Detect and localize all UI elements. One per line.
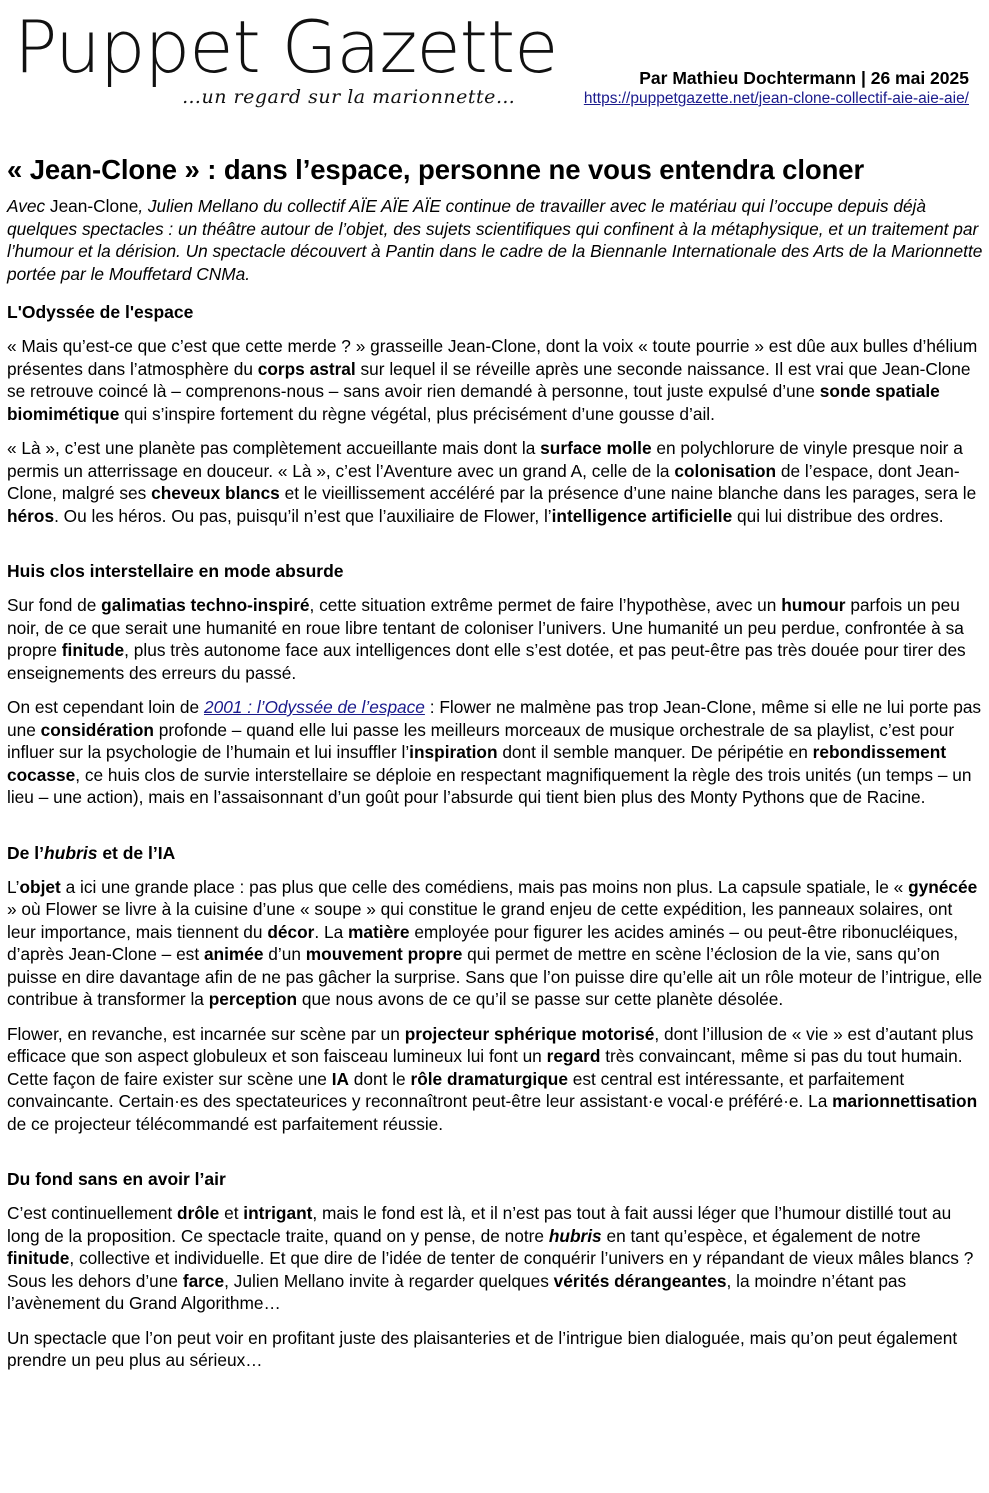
emphasis-text: IA <box>331 1068 349 1089</box>
emphasis-text: projecteur sphérique motorisé <box>404 1023 655 1044</box>
article-sections <box>7 301 983 1372</box>
article-title: « Jean-Clone » : dans l’espace, personne ne vous entendra cloner <box>7 154 865 185</box>
section-heading: Huis clos interstellaire en mode absurde <box>7 561 344 581</box>
section-heading: L'Odyssée de l'espace <box>7 302 194 322</box>
emphasis-text: finitude <box>7 1248 70 1268</box>
body-paragraph: « Là », c’est une planète pas complètement accueillante mais dont la surface molle en polychlorure de vinyle presque noir a permis un atterrissage en douceur. « Là », c’est l’Aventure avec un grand A, celle de la colonisation de l’espace, dont Jean-Clone, malgré ses cheveux blancs et le vieillissement accéléré par la présence d’une naine blanche dans les parages, sera le héros. Ou les héros. Ou pas, puisqu’il n’est que l’auxiliaire de Flower, l’intelligence artificielle qui lui distribue des ordres. <box>7 438 977 526</box>
body-paragraph: Un spectacle que l’on peut voir en profitant juste des plaisanteries et de l’intrigue bien dialoguée, mais qu’on peut également prendre un peu plus au sérieux… <box>7 1327 958 1370</box>
body-paragraph: On est cependant loin de 2001 : l’Odyssée de l’espace : Flower ne malmène pas trop Jean-Clone, même si elle ne lui porte pas une considération profonde – quand elle lui passe les meilleurs morceaux de musique orchestrale de sa playlist, c’est pour influer sur la psychologie de l’humain et lui insuffler l’inspiration dont il semble manquer. De péripétie en rebondissement cocasse, ce huis clos de survie interstellaire se déploie en respectant magnifiquement la règle des trois unités (un temps – un lieu – une action), mais en l’assaisonnant d’un goût pour l’absurde qui tient bien plus des Monty Pythons que de Racine. <box>7 697 982 807</box>
emphasis-text: intelligence artificielle <box>551 505 733 526</box>
article-lede: Avec Jean-Clone, Julien Mellano du collectif AÏE AÏE AÏE continue de travailler avec le matériau qui l’occupe depuis déjà quelques spectacles : un théâtre autour de l’objet, des sujets scientifiques qui confinent à la métaphysique, et un traitement par l’humour et la dérision. Un spectacle découvert à Pantin dans le cadre de la Biennanle Internationale des Arts de la Marionnette portée par le Mouffetard CNMa. <box>7 196 983 284</box>
emphasis-text: hubris <box>548 1225 602 1246</box>
emphasis-text: animée <box>203 944 264 964</box>
emphasis-text: objet <box>19 876 61 897</box>
article-url-link[interactable]: https://puppetgazette.net/jean-clone-collectif-aie-aie-aie/ <box>583 90 969 107</box>
emphasis-text: marionnettisation <box>832 1091 978 1111</box>
emphasis-text: matière <box>348 921 410 942</box>
body-paragraph: Flower, en revanche, est incarnée sur scène par un projecteur sphérique motorisé, dont l’illusion de « vie » est d’autant plus efficace que son aspect globuleux et son faisceau lumineux lui font un regard très convaincant, même si pas du tout humain. Cette façon de faire exister sur scène une IA dont le rôle dramaturgique est central est intéressante, et parfaitement convaincante. Certain·es des spectateurices y reconnaîtront peut-être leur assistant·e vocal·e préféré·e. La marionnettisation de ce projecteur télécommandé est parfaitement réussie. <box>7 1023 978 1134</box>
emphasis-text: décor <box>267 921 315 942</box>
inline-link[interactable]: 2001 : l’Odyssée de l’espace <box>203 697 425 717</box>
emphasis-text: mouvement propre <box>305 944 463 964</box>
masthead <box>0 0 989 125</box>
emphasis-text: sonde spatiale biomimétique <box>7 381 940 424</box>
logo-title: Puppet Gazette <box>14 5 558 89</box>
emphasis-text: considération <box>40 719 154 740</box>
emphasis-text: vérités dérangeantes <box>553 1270 727 1291</box>
emphasis-text: drôle <box>177 1203 220 1223</box>
emphasis-text: galimatias techno-inspiré <box>101 595 310 615</box>
author-date: Par Mathieu Dochtermann | 26 mai 2025 <box>639 68 969 88</box>
styled-text: Jean-Clone <box>49 196 139 216</box>
emphasis-text: cheveux blancs <box>151 483 280 503</box>
site-logo[interactable] <box>14 2 558 117</box>
emphasis-text: inspiration <box>409 742 498 762</box>
section-heading: De l’hubris et de l’IA <box>7 842 176 863</box>
logo-tagline: …un regard sur la marionnette… <box>182 86 516 108</box>
emphasis-text: intrigant <box>243 1203 313 1223</box>
emphasis-text: finitude <box>61 640 125 660</box>
body-paragraph: Sur fond de galimatias techno-inspiré, cette situation extrême permet de faire l’hypothèse, avec un humour parfois un peu noir, de ce que serait une humanité en roue libre tentant de coloniser l’univers. Une humanité un peu perdue, confrontée à sa propre finitude, plus très autonome face aux intelligences dont elle s’est dotée, et pas peut-être pas très douée pour tirer des enseignements des erreurs du passé. <box>7 595 966 683</box>
body-paragraph: C’est continuellement drôle et intrigant, mais le fond est là, et il n’est pas tout à fait aussi léger que l’humour distillé tout au long de la proposition. Ce spectacle traite, quand on y pense, de notre hubris en tant qu’espèce, et également de notre finitude, collective et individuelle. Et que dire de l’idée de tenter de conquérir l’univers en y répandant de vieux mâles blancs ? Sous les dehors d’une farce, Julien Mellano invite à regarder quelques vérités dérangeantes, la moindre n’étant pas l’avènement du Grand Algorithme… <box>7 1203 974 1313</box>
article <box>0 153 989 1372</box>
emphasis-text: surface molle <box>540 438 652 458</box>
emphasis-text: rôle dramaturgique <box>410 1068 568 1089</box>
emphasis-text: humour <box>781 595 846 615</box>
section-heading: Du fond sans en avoir l’air <box>7 1169 226 1189</box>
emphasis-text: héros <box>7 505 55 526</box>
body-paragraph: « Mais qu’est-ce que c’est que cette merde ? » grasseille Jean-Clone, dont la voix « toute pourrie » est dûe aux bulles d’hélium présentes dans l’atmosphère du corps astral sur lequel il se réveille après une seconde naissance. Il est vrai que Jean-Clone se retrouve coincé là – comprenons-nous – sans avoir rien demandé à personne, tout juste expulsé d’une sonde spatiale biomimétique qui s’inspire fortement du règne végétal, plus précisément d’une gousse d’ail. <box>7 336 978 424</box>
byline <box>584 67 969 109</box>
emphasis-text: rebondissement cocasse <box>7 742 947 785</box>
emphasis-text: regard <box>546 1046 601 1066</box>
emphasis-text: corps astral <box>257 358 356 379</box>
body-paragraph: L’objet a ici une grande place : pas plus que celle des comédiens, mais pas moins non plus. La capsule spatiale, le « gynécée » où Flower se livre à la cuisine d’une « soupe » qui constitue le grand enjeu de cette expédition, les panneaux solaires, ont leur importance, mais tiennent du décor. La matière employée pour figurer les acides aminés – ou peut-être ribonucléiques, d’après Jean-Clone – est animée d’un mouvement propre qui permet de mettre en scène l’éclosion de la vie, sans qu’on puisse en dire davantage afin de ne pas gâcher la surprise. Sans que l’on puisse dire qu’elle ait un rôle moteur de l’intrigue, elle contribue à transformer la perception que nous avons de ce qu’il se passe sur cette planète désolée. <box>7 876 983 1009</box>
emphasis-text: gynécée <box>908 876 978 897</box>
emphasis-text: farce <box>182 1270 225 1291</box>
emphasis-text: perception <box>208 989 298 1009</box>
styled-text: hubris <box>43 842 98 863</box>
emphasis-text: colonisation <box>674 460 777 481</box>
